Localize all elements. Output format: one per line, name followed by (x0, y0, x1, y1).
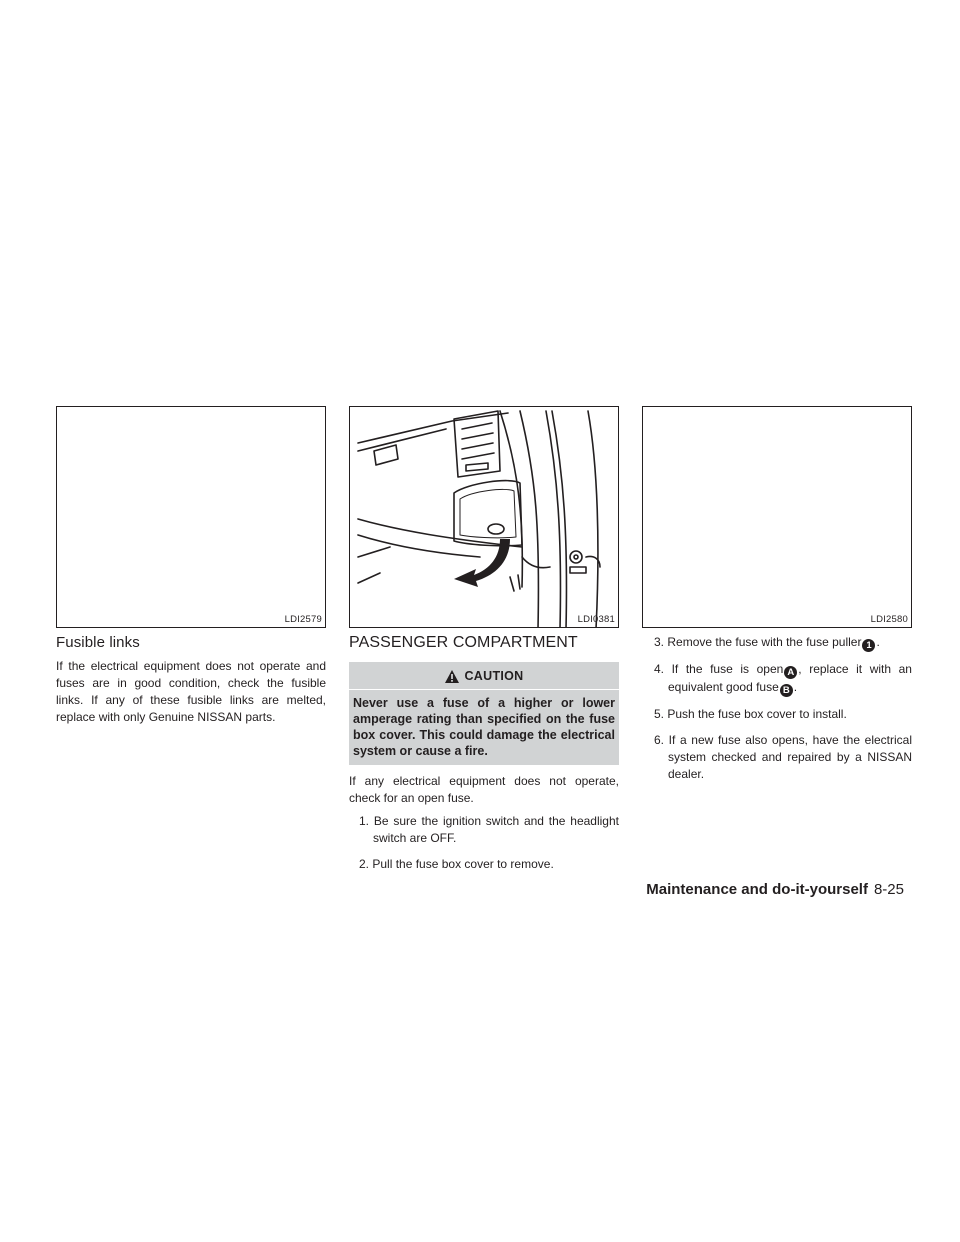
step-number: 6. (654, 733, 665, 747)
footer-section-title: Maintenance and do-it-yourself (646, 881, 868, 898)
passenger-compartment-heading: PASSENGER COMPARTMENT (349, 634, 578, 651)
steps-list (349, 813, 619, 873)
figure-code: LDI0381 (577, 614, 615, 625)
list-item (349, 813, 619, 847)
list-item (349, 856, 619, 873)
step-number: 1. (359, 814, 370, 828)
caution-title: CAUTION (464, 669, 524, 683)
list-item (642, 706, 912, 723)
step-number: 3. (654, 635, 665, 649)
callout-b-icon: B (780, 684, 793, 697)
step-number: 4. (654, 662, 665, 676)
warning-triangle-icon (444, 669, 460, 684)
step-text: Pull the fuse box cover to remove. (372, 857, 554, 871)
callout-a-icon: A (784, 666, 797, 679)
step-text: If the fuse is open (671, 662, 784, 676)
list-item (642, 634, 912, 652)
passenger-intro: If any electrical equipment does not operate, check for an open fuse. (349, 774, 619, 805)
step-text: If a new fuse also opens, have the electrical system checked and repaired by a NISSAN dealer. (668, 733, 912, 781)
list-item (642, 732, 912, 783)
caution-text: Never use a fuse of a higher or lower amperage rating than specified on the fuse box cover. This could damage the electrical system or cause a fire. (353, 696, 615, 758)
figure-fuse-box-cover (349, 406, 619, 628)
page-footer (646, 881, 904, 898)
page-number: 8-25 (873, 881, 904, 898)
step-text-end: . (793, 680, 798, 694)
step-number: 5. (654, 707, 665, 721)
step-text: Push the fuse box cover to install. (667, 707, 847, 721)
column-passenger-compartment (349, 634, 619, 882)
column-steps-continued (642, 634, 912, 792)
figure-code: LDI2580 (870, 614, 908, 625)
caution-divider (349, 689, 619, 690)
step-text-mid: , replace it with an equivalent good fuse (668, 662, 912, 694)
steps-list-continued (642, 634, 912, 783)
callout-1-icon: 1 (862, 639, 875, 652)
fuse-box-illustration (350, 407, 619, 628)
list-item (642, 661, 912, 697)
step-number: 2. (359, 857, 370, 871)
caution-title-row (353, 666, 615, 686)
caution-box (349, 662, 619, 765)
column-fusible-links (56, 634, 326, 732)
step-text: Remove the fuse with the fuse puller (667, 635, 862, 649)
fusible-links-heading: Fusible links (56, 634, 140, 651)
step-text: Be sure the ignition switch and the headlight switch are OFF. (373, 814, 619, 845)
figure-fusible-links (56, 406, 326, 628)
step-text-end: . (876, 635, 880, 649)
fusible-links-body: If the electrical equipment does not operate and fuses are in good condition, check the fusible links. If any of these fusible links are melted, replace with only Genuine NISSAN parts. (56, 659, 326, 724)
figure-code: LDI2579 (284, 614, 322, 625)
figure-fuse-puller (642, 406, 912, 628)
